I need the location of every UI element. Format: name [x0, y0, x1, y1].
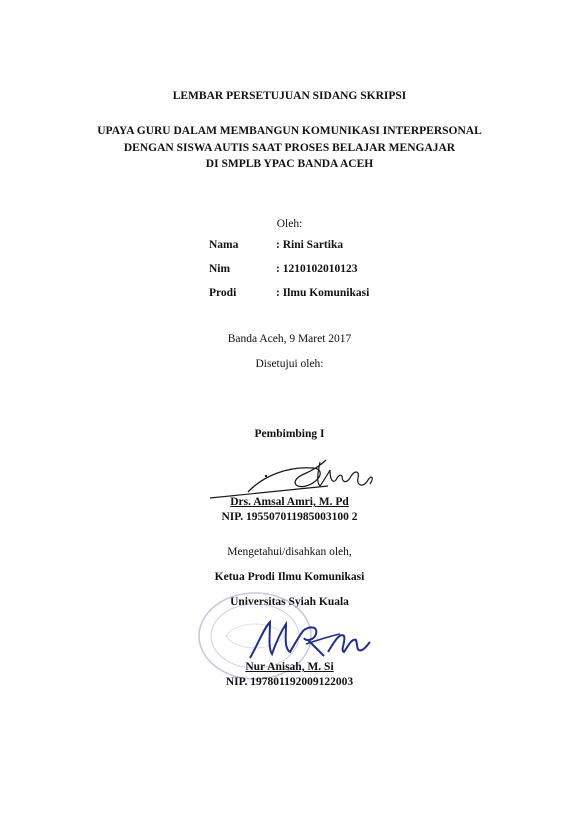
student-prodi-label: Prodi — [209, 287, 237, 299]
thesis-title-line-1: UPAYA GURU DALAM MEMBANGUN KOMUNIKASI INTERPERSONAL — [97, 125, 482, 137]
head-signature — [244, 618, 374, 664]
head-university: Universitas Syiah Kuala — [230, 596, 349, 608]
approved-by-label: Disetujui oleh: — [255, 358, 324, 370]
student-name-label: Nama — [209, 239, 239, 251]
thesis-title-line-3: DI SMPLB YPAC BANDA ACEH — [205, 158, 374, 170]
document-title: LEMBAR PERSETUJUAN SIDANG SKRIPSI — [172, 90, 407, 102]
student-nim-value: : 1210102010123 — [276, 263, 358, 275]
student-name-value: : Rini Sartika — [276, 239, 344, 251]
by-label: Oleh: — [276, 218, 303, 230]
supervisor-name: Drs. Amsal Amri, M. Pd — [230, 496, 349, 508]
place-date: Banda Aceh, 9 Maret 2017 — [227, 333, 352, 345]
supervisor-nip: NIP. 195507011985003100 2 — [221, 511, 358, 523]
student-nim-label: Nim — [209, 263, 231, 275]
supervisor-role: Pembimbing I — [254, 428, 325, 440]
thesis-title — [0, 123, 579, 173]
student-prodi-value: : Ilmu Komunikasi — [276, 287, 370, 299]
thesis-title-line-2: DENGAN SISWA AUTIS SAAT PROSES BELAJAR MENGAJAR — [123, 141, 456, 154]
acknowledged-by-label: Mengetahui/disahkan oleh, — [227, 546, 352, 558]
head-nip: NIP. 197801192009122003 — [225, 676, 354, 688]
head-role: Ketua Prodi Ilmu Komunikasi — [214, 571, 365, 583]
head-name: Nur Anisah, M. Si — [245, 661, 334, 673]
